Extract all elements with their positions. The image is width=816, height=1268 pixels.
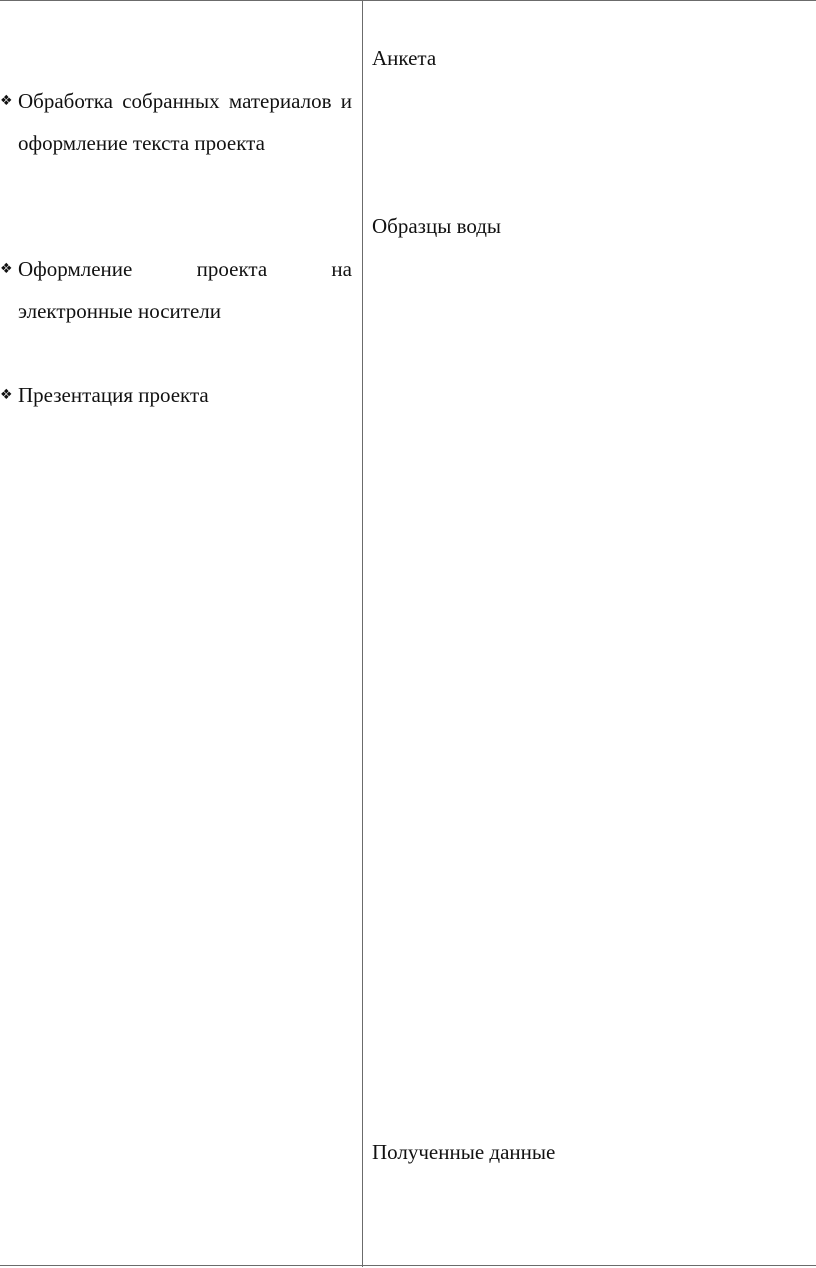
list-item-text: Презентация проекта	[18, 383, 209, 407]
list-item-electronic-media	[0, 248, 352, 332]
list-item-text: Обработка собранных материалов и оформление текста проекта	[18, 89, 352, 155]
list-item-presentation	[0, 374, 352, 416]
label-anketa: Анкета	[372, 46, 437, 70]
label-water-samples: Образцы воды	[372, 214, 502, 238]
diamond-bullet-icon: ❖	[0, 93, 13, 109]
label-results: Полученные данные	[372, 1140, 556, 1164]
table-column-divider	[362, 0, 363, 1267]
diamond-bullet-icon: ❖	[0, 261, 13, 277]
table-top-border	[0, 0, 816, 1]
table-bottom-border	[0, 1265, 816, 1266]
diamond-bullet-icon: ❖	[0, 387, 13, 403]
list-item-processing	[0, 80, 352, 164]
list-item-text: Оформление проекта на электронные носители	[18, 257, 352, 323]
